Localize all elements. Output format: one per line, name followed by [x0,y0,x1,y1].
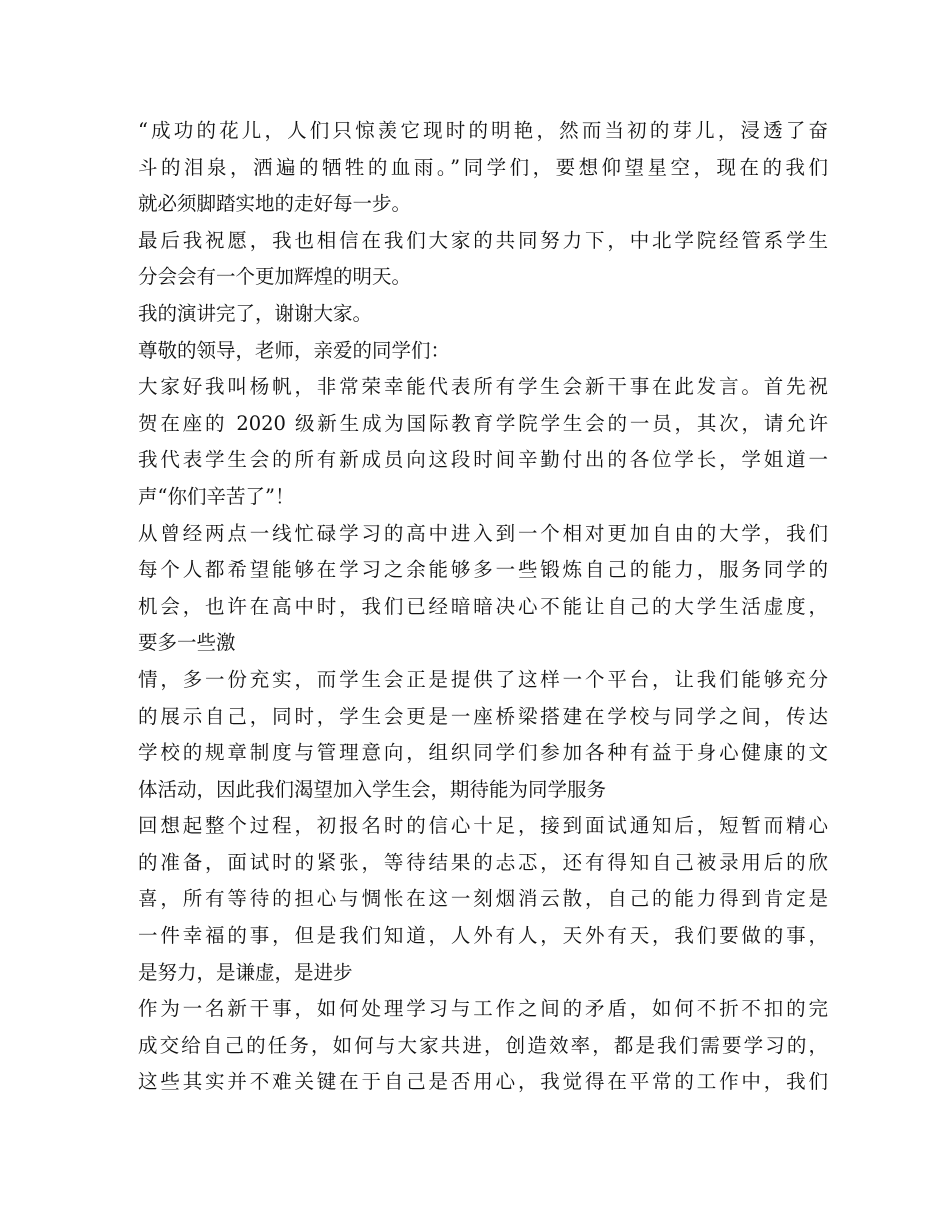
text-line: 一件幸福的事，但是我们知道，人外有人，天外有天，我们要做的事， [138,924,828,948]
text-line: 从曾经两点一线忙碌学习的高中进入到一个相对更加自由的大学，我们 [138,521,828,545]
text-line: 是努力，是谦虚，是进步 [138,960,353,984]
text-line: 斗的泪泉，洒遍的牺牲的血雨。”同学们，要想仰望星空，现在的我们 [138,155,828,179]
text-line: 尊敬的领导，老师，亲爱的同学们： [138,338,451,362]
text-line: 要多一些激 [138,631,236,655]
speech-text-body [138,113,828,1101]
text-line: 最后我祝愿，我也相信在我们大家的共同努力下，中北学院经管系学生 [138,228,828,252]
text-line: 机会，也许在高中时，我们已经暗暗决心不能让自己的大学生活虚度， [138,594,828,618]
text-line: 作为一名新干事，如何处理学习与工作之间的矛盾，如何不折不扣的完 [138,997,828,1021]
text-line: 我的演讲完了，谢谢大家。 [138,301,373,325]
text-line: 情，多一份充实，而学生会正是提供了这样一个平台，让我们能够充分 [138,667,828,691]
text-line: 这些其实并不难关键在于自己是否用心，我觉得在平常的工作中，我们 [138,1070,828,1094]
text-line: 每个人都希望能够在学习之余能够多一些锻炼自己的能力，服务同学的 [138,558,828,582]
text-line: 的准备，面试时的紧张，等待结果的忐忑，还有得知自己被录用后的欣 [138,850,828,874]
text-line: 成交给自己的任务，如何与大家共进，创造效率，都是我们需要学习的， [138,1033,828,1057]
text-line: 大家好我叫杨帆，非常荣幸能代表所有学生会新干事在此发言。首先祝 [138,375,828,399]
text-line: 我代表学生会的所有新成员向这段时间辛勤付出的各位学长，学姐道一 [138,448,828,472]
text-line: 贺在座的 2020 级新生成为国际教育学院学生会的一员，其次，请允许 [138,411,828,435]
text-line: 回想起整个过程，初报名时的信心十足，接到面试通知后，短暂而精心 [138,814,828,838]
text-line: 喜，所有等待的担心与惆怅在这一刻烟消云散，自己的能力得到肯定是 [138,887,828,911]
text-line: 的展示自己，同时，学生会更是一座桥梁搭建在学校与同学之间，传达 [138,704,828,728]
text-line: 学校的规章制度与管理意向，组织同学们参加各种有益于身心健康的文 [138,741,828,765]
text-line: 就必须脚踏实地的走好每一步。 [138,192,412,216]
text-line: “成功的花儿，人们只惊羡它现时的明艳，然而当初的芽儿，浸透了奋 [138,119,828,142]
text-line: 分会会有一个更加辉煌的明天。 [138,265,412,289]
text-line: 声“你们辛苦了”！ [138,484,295,508]
text-line: 体活动，因此我们渴望加入学生会，期待能为同学服务 [138,777,607,801]
